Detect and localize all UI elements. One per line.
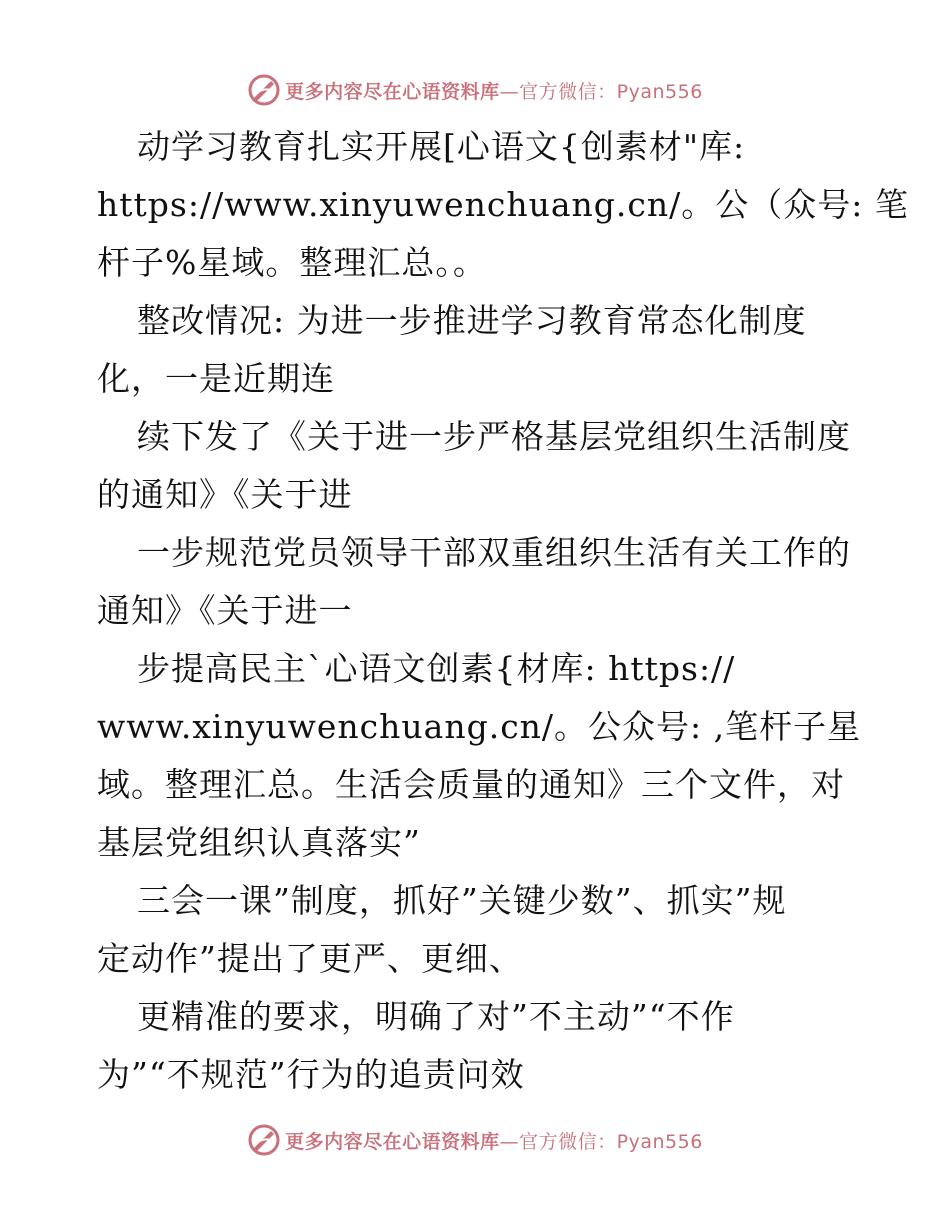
body-line: 化，一是近期连 xyxy=(97,359,335,398)
body-line: 基层党组织认真落实” xyxy=(97,823,421,862)
watermark-suffix-text: 官方微信：Pyan556 xyxy=(519,80,703,103)
watermark-suffix-text: 官方微信：Pyan556 xyxy=(519,1130,703,1153)
body-line: 步提高民主`心语文创素{材库: https:// xyxy=(137,649,736,688)
watermark-text xyxy=(285,1127,703,1154)
watermark-separator: — xyxy=(499,80,520,103)
body-line: https://www.xinyuwenchuang.cn/。公（众号: 笔 xyxy=(97,185,909,224)
body-line: www.xinyuwenchuang.cn/。公众号: ,笔杆子星 xyxy=(97,707,862,746)
watermark-separator: — xyxy=(499,1130,520,1153)
pen-logo-icon xyxy=(247,73,281,107)
body-line: 为”“不规范”行为的追责问效 xyxy=(97,1055,525,1094)
body-line: 三会一课”制度，抓好”关键少数”、抓实”规 xyxy=(137,881,787,920)
body-line: 杆子%星域。整理汇总。。 xyxy=(97,243,487,282)
body-line: 整改情况: 为进一步推进学习教育常态化制度 xyxy=(137,301,807,340)
body-line: 续下发了《关于进一步严格基层党组织生活制度 xyxy=(137,417,851,456)
body-line: 更精准的要求，明确了对”不主动”“不作 xyxy=(137,997,735,1036)
body-line: 域。整理汇总。生活会质量的通知》三个文件，对 xyxy=(97,765,845,804)
watermark-footer xyxy=(0,1120,950,1160)
watermark-header xyxy=(0,70,950,110)
body-line: 动学习教育扎实开展[心语文{创素材"库: xyxy=(137,127,746,166)
watermark-main-text: 更多内容尽在心语资料库 xyxy=(285,80,500,103)
body-line: 通知》《关于进一 xyxy=(97,591,353,630)
watermark-text xyxy=(285,77,703,104)
body-line: 的通知》《关于进 xyxy=(97,475,353,514)
body-line: 定动作”提出了更严、更细、 xyxy=(97,939,523,978)
watermark-main-text: 更多内容尽在心语资料库 xyxy=(285,1130,500,1153)
body-line: 一步规范党员领导干部双重组织生活有关工作的 xyxy=(137,533,851,572)
pen-logo-icon xyxy=(247,1123,281,1157)
